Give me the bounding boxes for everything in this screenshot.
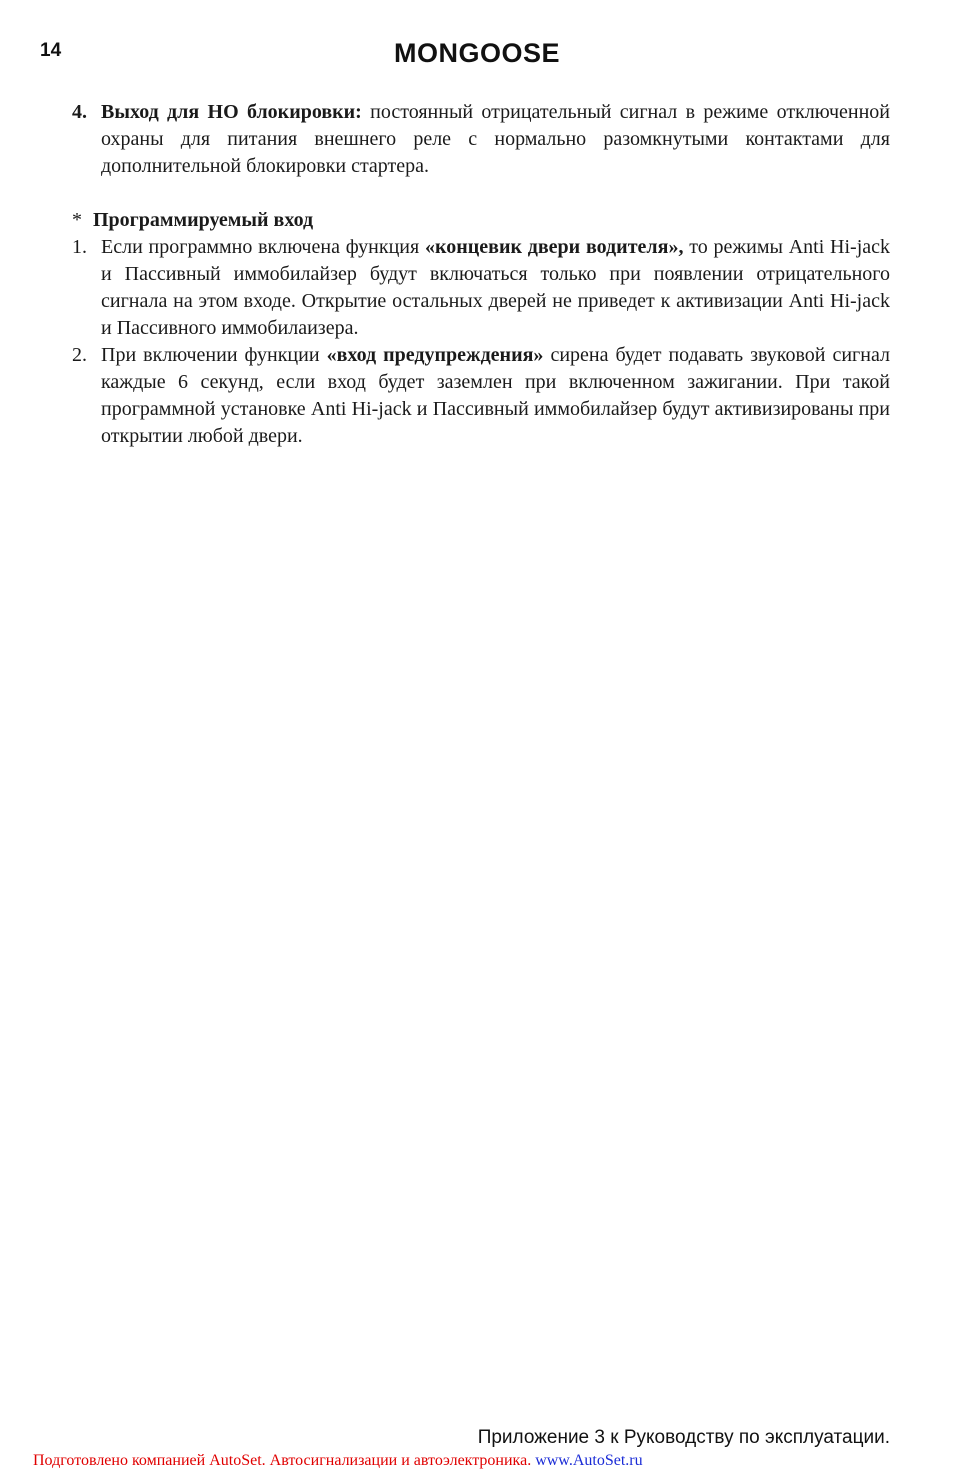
item-text: При включении функции — [101, 344, 327, 366]
section-title: Программируемый вход — [93, 209, 314, 231]
section-heading — [72, 207, 890, 234]
item-label: Выход для НО блокировки: — [101, 101, 362, 123]
item-text: Если программно включена функция — [101, 236, 425, 258]
asterisk-marker: * — [72, 209, 82, 231]
credit-text: Подготовлено компанией AutoSet. Автосигнализации и автоэлектроника. — [33, 1452, 536, 1469]
credit-link[interactable]: www.AutoSet.ru — [535, 1452, 643, 1469]
footer-credit — [33, 1452, 643, 1470]
list-item-4 — [72, 99, 890, 180]
page-number: 14 — [40, 40, 62, 61]
item-bold-term: «концевик двери водителя», — [424, 236, 684, 258]
page-header: MONGOOSE — [393, 38, 560, 68]
item-number: 2. — [72, 344, 87, 366]
item-text: сирена будет подавать звуковой сигнал каждые 6 секунд, если вход будет заземлен при включенном зажигании. При такой программной установке Anti Hi-jack и Пассивный иммобилайзер будут активизированы при открытии любой двери. — [101, 344, 890, 447]
footer-appendix: Приложение 3 к Руководству по эксплуатации. — [477, 1427, 890, 1448]
item-text: постоянный отрицательный сигнал в режиме отключенной охраны для питания внешнего реле с нормально разомкнутыми контактами для дополнительной блокировки стартера. — [101, 101, 890, 177]
item-text: то режимы Anti Hi-jack и Пассивный иммобилайзер будут включаться только при появлении отрицательного сигнала на этом входе. Открытие остальных дверей не приведет к активизации Anti Hi-jack и Пассивного иммобилаизера. — [101, 236, 891, 339]
item-number: 4. — [72, 101, 87, 123]
item-bold-term: «вход предупреждения» — [326, 344, 544, 366]
item-number: 1. — [72, 236, 87, 258]
document-body — [72, 99, 890, 450]
list-item — [72, 234, 890, 342]
list-item — [72, 342, 890, 450]
